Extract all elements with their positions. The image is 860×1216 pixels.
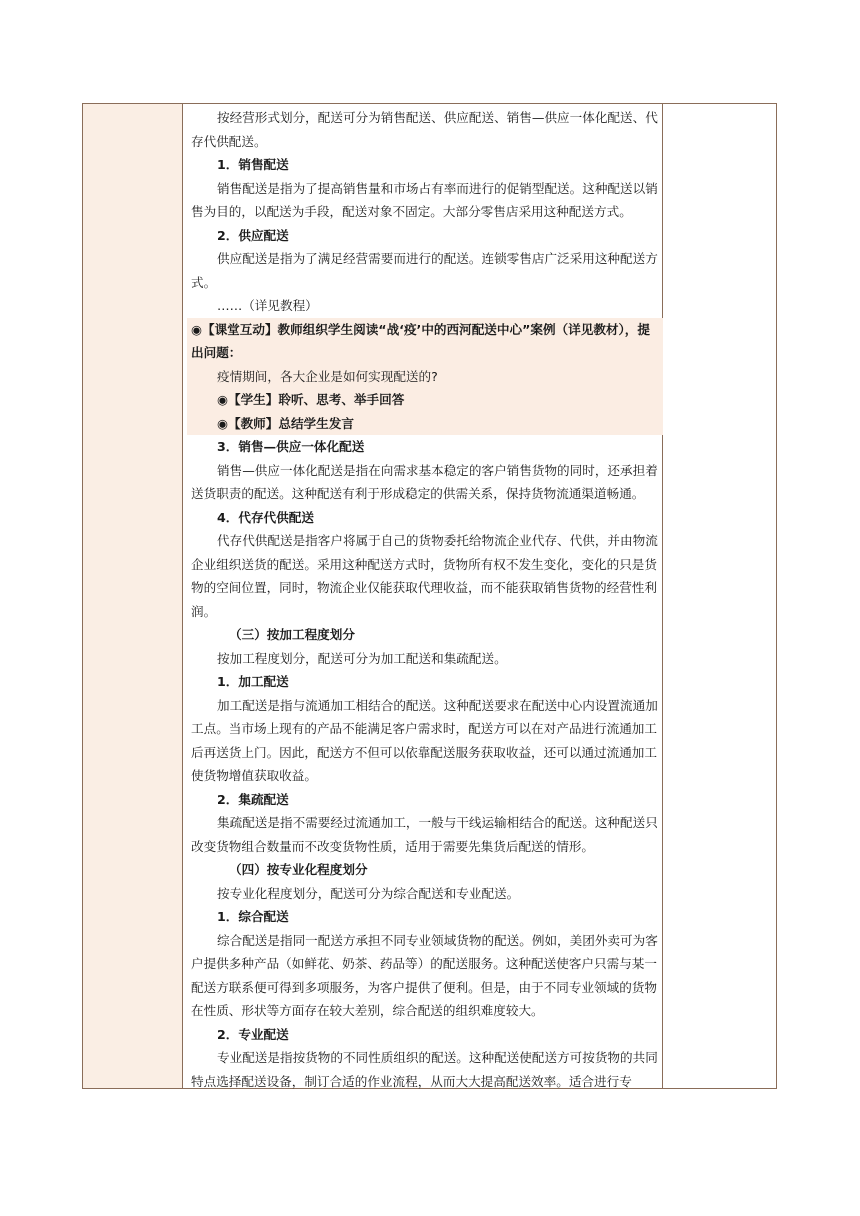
paragraph: 代存代供配送是指客户将属于自己的货物委托给物流企业代存、代供，并由物流企业组织送货的配送。采用这种配送方式时，货物所有权不发生变化，变化的只是货物的空间位置，同时，物流企业仅能获取代理收益，而不能获取销售货物的经营性利润。 — [191, 533, 658, 619]
paragraph: 加工配送是指与流通加工相结合的配送。这种配送要求在配送中心内设置流通加工点。当市场上现有的产品不能满足客户需求时，配送方可以在对产品进行流通加工后再送货上门。因此，配送方不但可以依靠配送服务获取收益，还可以通过流通加工使货物增值获取收益。 — [191, 697, 658, 783]
paragraph: ……（详见教程） — [217, 298, 318, 313]
lesson-table — [82, 103, 777, 1089]
content-block-1 — [191, 106, 659, 318]
subheading: 1．综合配送 — [217, 909, 289, 924]
subheading: 3．销售—供应一体化配送 — [217, 439, 365, 454]
paragraph: 供应配送是指为了满足经营需要而进行的配送。连锁零售店广泛采用这种配送方式。 — [191, 251, 658, 290]
paragraph: 按经营形式划分，配送可分为销售配送、供应配送、销售—供应一体化配送、代存代供配送。 — [191, 110, 658, 149]
paragraph: 综合配送是指同一配送方承担不同专业领域货物的配送。例如，美团外卖可为客户提供多种产品（如鲜花、奶茶、药品等）的配送服务。这种配送使客户只需与某一配送方联系便可得到多项服务，为客户提供了便利。但是，由于不同专业领域的货物在性质、形状等方面存在较大差别，综合配送的组织难度较大。 — [191, 932, 658, 1018]
subheading: 1．销售配送 — [217, 157, 289, 172]
interaction-intro: ◉【课堂互动】教师组织学生阅读“战‘疫’中的西河配送中心”案例（详见教材），提出问题： — [191, 321, 650, 360]
interaction-student: ◉【学生】聆听、思考、举手回答 — [217, 392, 405, 407]
subheading: 2．专业配送 — [217, 1026, 289, 1042]
subheading: 1．加工配送 — [217, 674, 289, 689]
subheading: 2．供应配送 — [217, 227, 289, 243]
content-block-2 — [191, 435, 659, 1093]
section-heading: （四）按专业化程度划分 — [229, 862, 368, 877]
paragraph: 按专业化程度划分，配送可分为综合配送和专业配送。 — [217, 885, 520, 901]
interaction-teacher: ◉【教师】总结学生发言 — [217, 415, 354, 431]
classroom-interaction-box — [187, 318, 663, 436]
lesson-content — [191, 106, 659, 1093]
right-column-cell — [662, 104, 776, 1088]
paragraph: 按加工程度划分，配送可分为加工配送和集疏配送。 — [217, 650, 507, 666]
paragraph: 销售配送是指为了提高销售量和市场占有率而进行的促销型配送。这种配送以销售为目的，以配送为手段，配送对象不固定。大部分零售店采用这种配送方式。 — [191, 180, 658, 219]
subheading: 4．代存代供配送 — [217, 509, 314, 525]
subheading: 2．集疏配送 — [217, 791, 289, 807]
section-heading: （三）按加工程度划分 — [229, 627, 355, 642]
interaction-question: 疫情期间，各大企业是如何实现配送的? — [217, 368, 438, 384]
left-column-cell — [83, 104, 183, 1088]
paragraph: 专业配送是指按货物的不同性质组织的配送。这种配送使配送方可按货物的共同特点选择配送设备，制订合适的作业流程，从而大大提高配送效率。适合进行专 — [191, 1050, 658, 1089]
paragraph: 销售—供应一体化配送是指在向需求基本稳定的客户销售货物的同时，还承担着送货职责的配送。这种配送有利于形成稳定的供需关系，保持货物流通渠道畅通。 — [191, 462, 658, 501]
paragraph: 集疏配送是指不需要经过流通加工，一般与干线运输相结合的配送。这种配送只改变货物组合数量而不改变货物性质，适用于需要先集货后配送的情形。 — [191, 815, 658, 854]
